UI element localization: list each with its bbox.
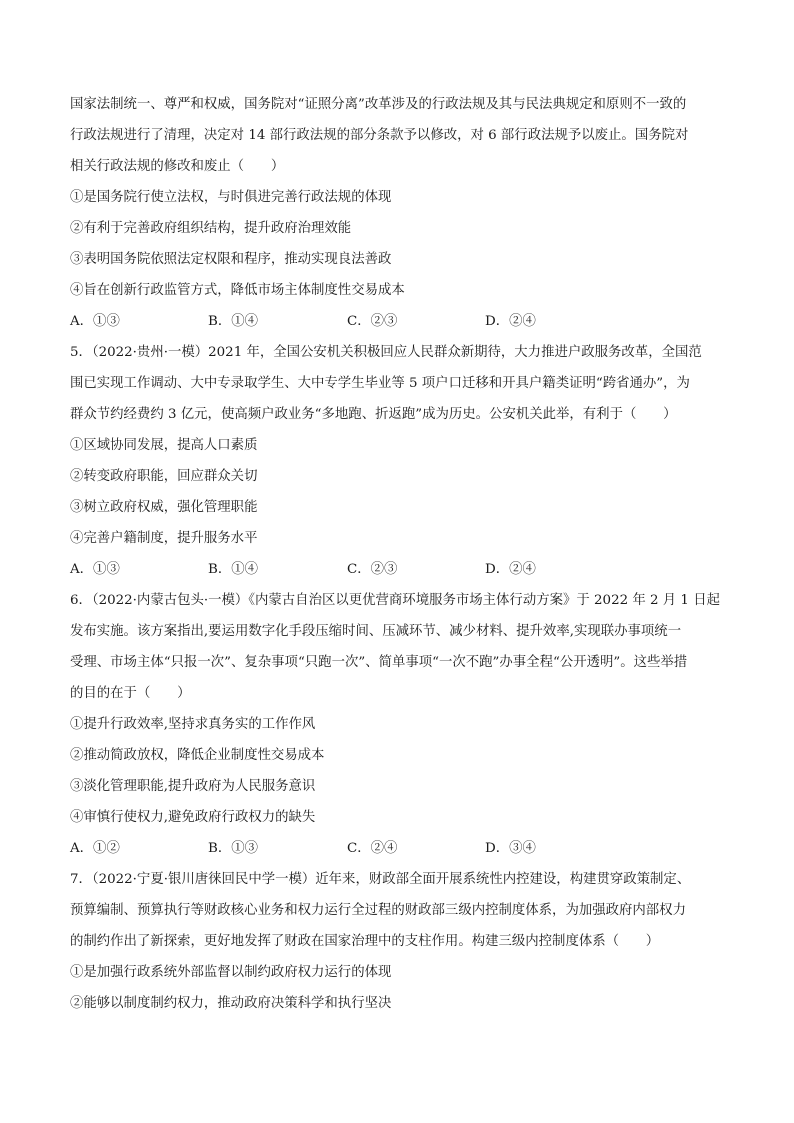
question-4-item-4: ④旨在创新行政监管方式，降低市场主体制度性交易成本 [70,283,405,298]
question-6-stem-line: 的目的在于（ ） [70,686,191,701]
question-4-item-3: ③表明国务院依照法定权限和程序，推动实现良法善政 [70,252,392,267]
question-7-stem-line: 的制约作出了新探索，更好地发挥了财政在国家治理中的支柱作用。构建三级内控制度体系（ ） [70,934,660,949]
question-6-item-3: ③淡化管理职能,提升政府为人民服务意识 [70,779,316,794]
question-4-stem-line: 国家法制统一、尊严和权威，国务院对“证照分离”改革涉及的行政法规及其与民法典规定和原则不一致的 [70,97,687,112]
question-6-item-1: ①提升行政效率,坚持求真务实的工作作风 [70,717,316,732]
question-5-option-c[interactable]: C．②③ [347,562,398,577]
question-4-stem-line: 行政法规进行了清理，决定对 14 部行政法规的部分条款予以修改，对 6 部行政法规予以废止。国务院对 [70,128,689,143]
document-page [70,96,724,1026]
question-4-item-2: ②有利于完善政府组织结构，提升政府治理效能 [70,221,352,236]
question-6-option-c[interactable]: C．②④ [347,841,398,856]
question-5-stem-line: 群众节约经费约 3 亿元，使高频户政业务“多地跑、折返跑”成为历史。公安机关此举，有利于（ ） [70,407,677,422]
question-4-item-1: ①是国务院行使立法权，与时俱进完善行政法规的体现 [70,190,392,205]
question-5-item-1: ①区域协同发展，提高人口素质 [70,438,258,453]
question-4 [70,96,724,331]
question-5-options [70,561,724,579]
question-4-stem-line: 相关行政法规的修改和废止（ ） [70,159,285,174]
question-6-stem-line: 6．（2022·内蒙古包头·一模）《内蒙古自治区以更优营商环境服务市场主体行动方案》于 2022 年 2 月 1 日起 [70,593,720,608]
question-4-option-b[interactable]: B．①④ [208,314,259,329]
question-4-option-d[interactable]: D．②④ [485,314,536,329]
question-5-option-d[interactable]: D．②④ [485,562,536,577]
question-5 [70,344,724,579]
question-5-item-2: ②转变政府职能，回应群众关切 [70,469,258,484]
question-6-option-a[interactable]: A．①② [70,841,120,856]
question-5-item-4: ④完善户籍制度，提升服务水平 [70,531,258,546]
question-7-item-2: ②能够以制度制约权力，推动政府决策科学和执行坚决 [70,996,392,1011]
question-7 [70,871,724,1013]
question-6-item-2: ②推动简政放权，降低企业制度性交易成本 [70,748,325,763]
question-6-option-d[interactable]: D．③④ [485,841,536,856]
question-6-options [70,840,724,858]
question-4-options [70,313,724,331]
question-6-stem-line: 发布实施。该方案指出,要运用数字化手段压缩时间、压减环节、减少材料、提升效率,实现联办事项统一 [70,624,682,639]
question-5-stem-line: 围已实现工作调动、大中专录取学生、大中专学生毕业等 5 项户口迁移和开具户籍类证明“跨省通办”，为 [70,376,690,391]
question-5-option-b[interactable]: B．①④ [208,562,259,577]
question-6-item-4: ④审慎行使权力,避免政府行政权力的缺失 [70,810,316,825]
question-7-stem-line: 预算编制、预算执行等财政核心业务和权力运行全过程的财政部三级内控制度体系，为加强政府内部权力 [70,903,686,918]
question-4-option-c[interactable]: C．②③ [347,314,398,329]
question-6-option-b[interactable]: B．①③ [208,841,259,856]
question-6 [70,592,724,858]
question-5-item-3: ③树立政府权威，强化管理职能 [70,500,258,515]
question-4-option-a[interactable]: A．①③ [70,314,120,329]
question-6-stem-line: 受理、市场主体“只报一次”、复杂事项“只跑一次”、简单事项“一次不跑”办事全程“公开透明”。这些举措 [70,655,688,670]
question-7-item-1: ①是加强行政系统外部监督以制约政府权力运行的体现 [70,965,392,980]
question-5-option-a[interactable]: A．①③ [70,562,120,577]
question-7-stem-line: 7．（2022·宁夏·银川唐徕回民中学一模）近年来，财政部全面开展系统性内控建设，构建贯穿政策制定、 [70,872,691,887]
question-5-stem-line: 5．（2022·贵州·一模）2021 年，全国公安机关积极回应人民群众新期待，大力推进户政服务改革，全国范 [70,345,702,360]
